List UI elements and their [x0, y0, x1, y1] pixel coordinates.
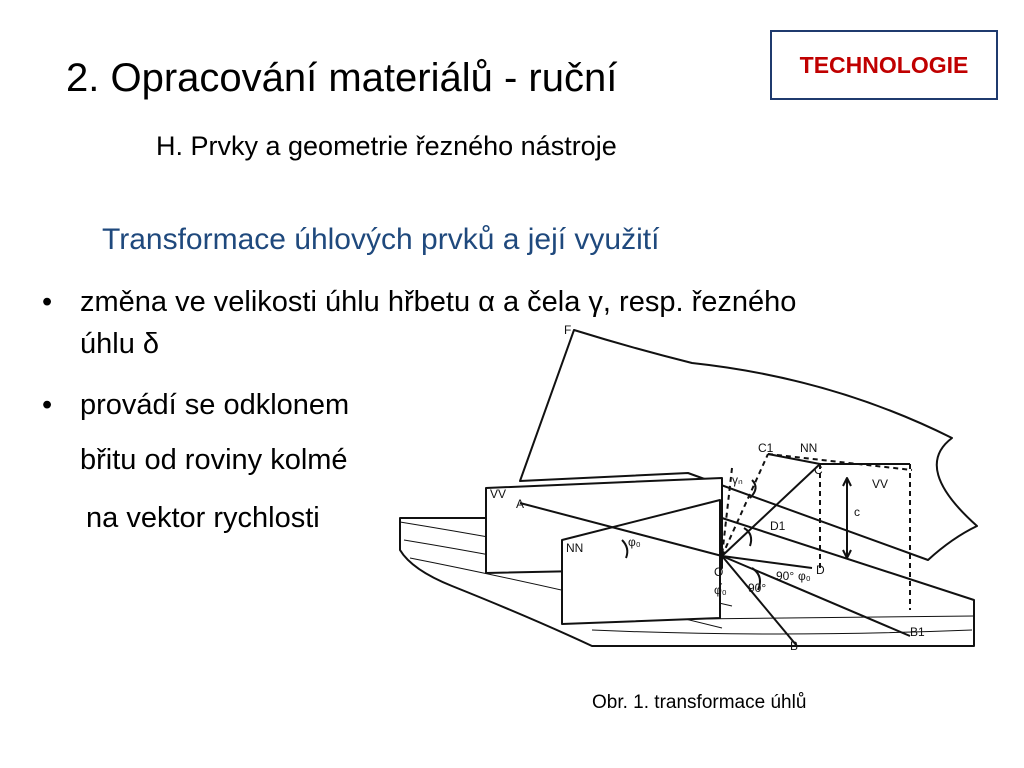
label-vv-left: VV [490, 487, 507, 501]
bullet-continuation-line-2: na vektor rychlosti [86, 502, 320, 534]
bullet-text-line-1: provádí se odklonem [80, 389, 350, 421]
label-d: D [816, 563, 825, 577]
bullet-text-line-2: úhlu δ [80, 328, 160, 360]
slide-subtitle: H. Prvky a geometrie řezného nástroje [156, 131, 617, 161]
label-angle-90-right: 90° [776, 569, 795, 583]
label-phi-left: φ₀ [628, 535, 641, 549]
slide-title: 2. Opracování materiálů - ruční [66, 56, 618, 100]
diagram-lines [400, 330, 977, 646]
label-a: A [516, 497, 525, 511]
label-c1: C1 [758, 441, 774, 455]
diagram-svg [392, 318, 992, 658]
label-nn-left: NN [566, 541, 584, 555]
bullet-symbol: • [42, 389, 53, 421]
label-nn-right: NN [800, 441, 818, 455]
label-f: F [564, 323, 572, 337]
label-gamma-n: γₙ [732, 473, 743, 487]
label-c: C [814, 463, 823, 477]
bullet-continuation-line-1: břitu od roviny kolmé [80, 444, 348, 476]
label-phi-bottom: φ₀ [714, 583, 727, 597]
label-b1: B1 [910, 625, 925, 639]
label-vv-right: VV [872, 477, 889, 491]
section-heading: Transformace úhlových prvků a její využití [102, 223, 660, 256]
cutting-tool-diagram [392, 318, 992, 663]
label-angle-90-left: 90° [748, 581, 767, 595]
label-b: B [790, 639, 799, 653]
category-badge-label: TECHNOLOGIE [799, 51, 969, 78]
label-phi-right: φ₀ [798, 569, 811, 583]
label-d1: D1 [770, 519, 786, 533]
label-o: O [714, 565, 724, 579]
bullet-text-line-1: změna ve velikosti úhlu hřbetu α a čela γ, resp. řezného [80, 286, 797, 318]
category-badge [770, 30, 998, 100]
label-c-dimension: c [854, 505, 860, 519]
bullet-symbol: • [42, 286, 53, 318]
figure-caption: Obr. 1. transformace úhlů [592, 692, 807, 713]
